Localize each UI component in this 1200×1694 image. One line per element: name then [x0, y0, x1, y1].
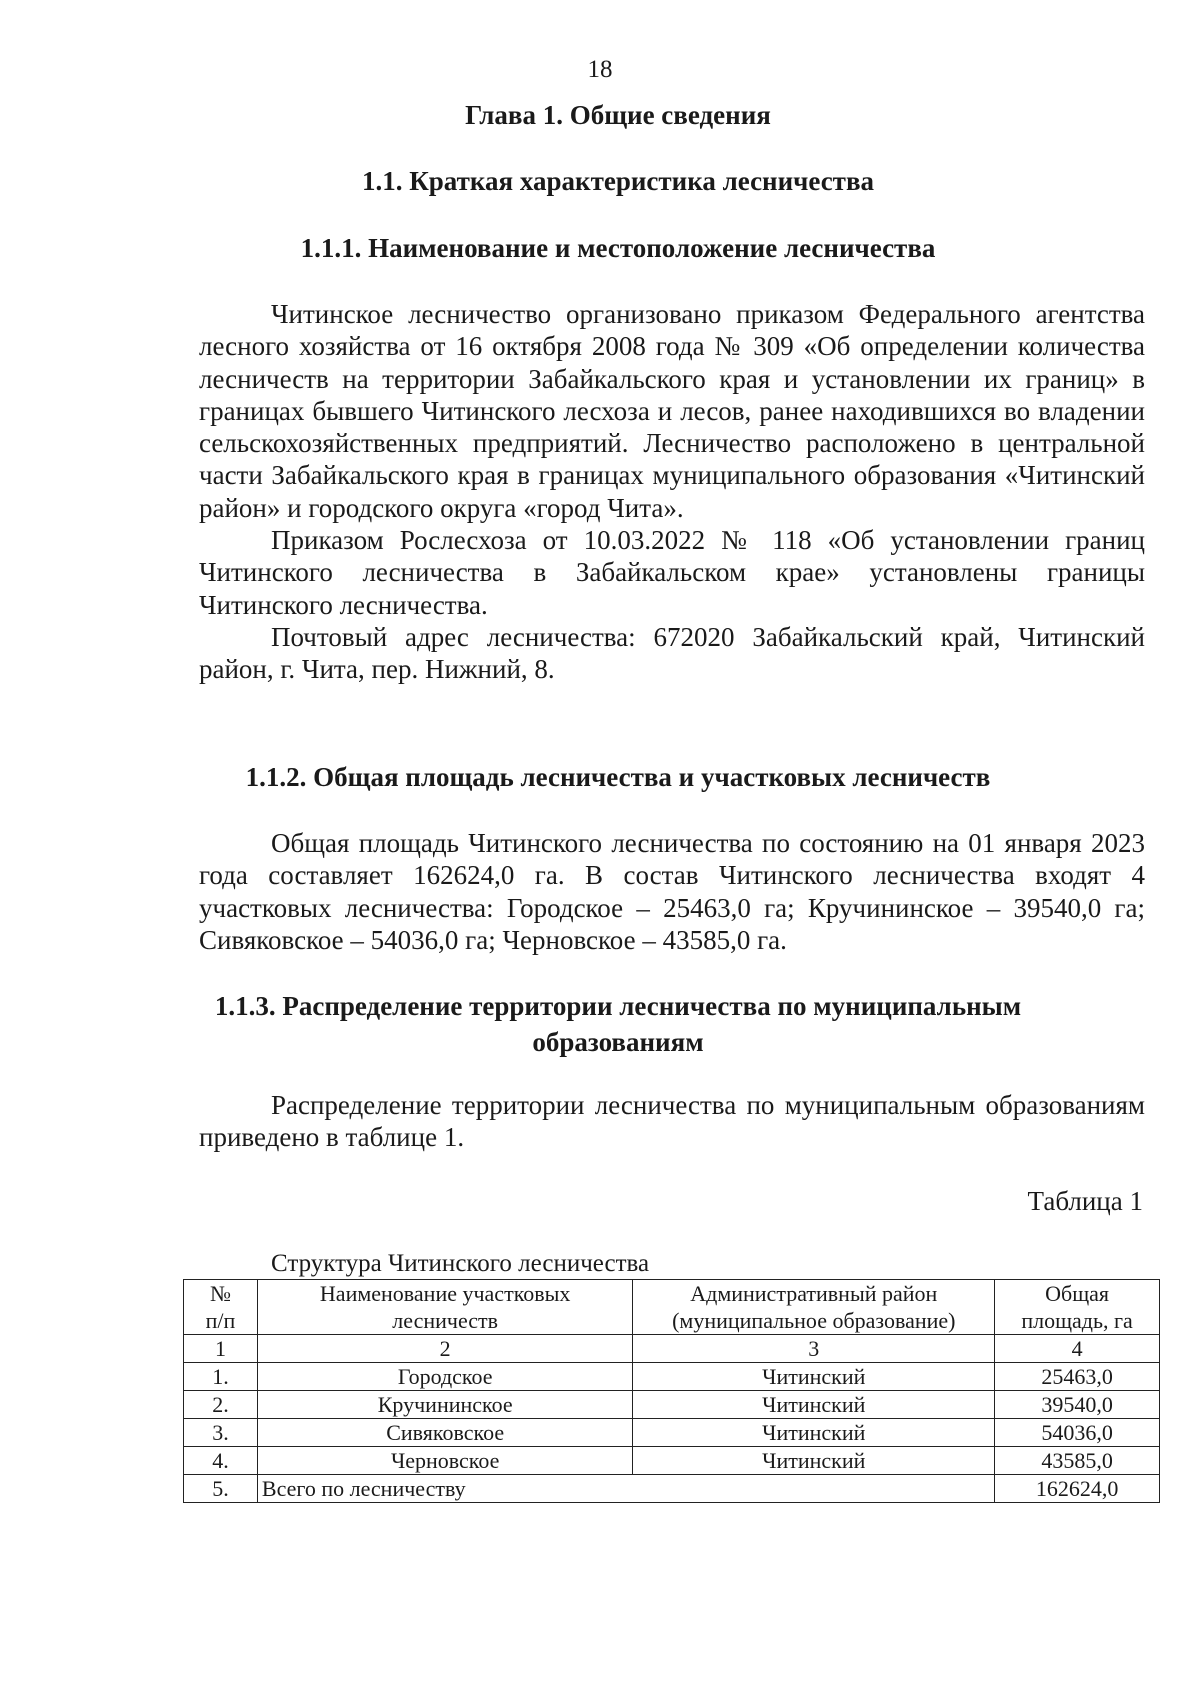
subsection-1-1-2-body — [199, 827, 1145, 956]
total-label: Всего по лесничеству — [257, 1475, 994, 1503]
row-district: Читинский — [633, 1363, 995, 1391]
row-number: 1. — [184, 1363, 258, 1391]
row-district: Читинский — [633, 1391, 995, 1419]
page-number: 18 — [587, 56, 613, 83]
row-area: 54036,0 — [995, 1419, 1160, 1447]
row-name: Городское — [257, 1363, 633, 1391]
table-title: Структура Читинского лесничества — [271, 1250, 650, 1277]
paragraph-boundaries-order: Приказом Рослесхоза от 10.03.2022 № 118 «Об установлении границ Читинского лесничества в Забайкальском крае» установлены границы Читинского лесничества. — [199, 525, 1145, 620]
subsection-1-1-3-title-line2: образованиям — [532, 1027, 704, 1057]
row-district: Читинский — [633, 1447, 995, 1475]
row-name: Сивяковское — [257, 1419, 633, 1447]
paragraph-distribution: Распределение территории лесничества по муниципальным образованиям приведено в таблице 1. — [199, 1090, 1145, 1153]
subsection-1-1-3-body — [199, 1089, 1145, 1154]
total-number: 5. — [184, 1475, 258, 1503]
paragraph-organization: Читинское лесничество организовано приказом Федерального агентства лесного хозяйства от 16 октября 2008 года № 309 «Об определении количества лесничеств на территории Забайкальского края и установлении их границ» в границах бывшего Читинского лесхоза и лесов, ранее находившихся во владении сельскохозяйственных предприятий. Лесничество расположено в центральной части Забайкальского края в границах муниципального образования «Читинский район» и городского округа «город Чита». — [199, 299, 1145, 523]
column-number: 1 — [184, 1335, 258, 1363]
subsection-1-1-3-title — [0, 988, 1200, 1060]
header-district: Административный район (муниципальное образование) — [633, 1280, 995, 1335]
header-name: Наименование участковых лесничеств — [257, 1280, 633, 1335]
table-label: Таблица 1 — [1027, 1186, 1143, 1216]
table-header-row — [184, 1280, 1160, 1335]
paragraph-total-area: Общая площадь Читинского лесничества по состоянию на 01 января 2023 года составляет 162624,0 га. В состав Читинского лесничества входят 4 участковых лесничества: Городское – 25463,0 га; Кручининское – 39540,0 га; Сивяковское – 54036,0 га; Черновское – 43585,0 га. — [199, 828, 1145, 955]
row-number: 4. — [184, 1447, 258, 1475]
table-row — [184, 1447, 1160, 1475]
row-district: Читинский — [633, 1419, 995, 1447]
header-number: № п/п — [184, 1280, 258, 1335]
subsection-1-1-1-title: 1.1.1. Наименование и местоположение лесничества — [300, 233, 936, 263]
header-area: Общая площадь, га — [995, 1280, 1160, 1335]
column-number-row — [184, 1335, 1160, 1363]
subsection-1-1-3-title-line1: 1.1.3. Распределение территории лесничества по муниципальным — [214, 991, 1022, 1021]
row-number: 3. — [184, 1419, 258, 1447]
row-area: 25463,0 — [995, 1363, 1160, 1391]
forestry-structure-table — [183, 1279, 1160, 1503]
table-row — [184, 1391, 1160, 1419]
subsection-1-1-1-body — [199, 298, 1145, 686]
section-title: 1.1. Краткая характеристика лесничества — [361, 166, 875, 196]
total-area: 162624,0 — [995, 1475, 1160, 1503]
row-area: 43585,0 — [995, 1447, 1160, 1475]
row-name: Черновское — [257, 1447, 633, 1475]
row-area: 39540,0 — [995, 1391, 1160, 1419]
column-number: 2 — [257, 1335, 633, 1363]
column-number: 4 — [995, 1335, 1160, 1363]
table-total-row — [184, 1475, 1160, 1503]
table-row — [184, 1363, 1160, 1391]
paragraph-postal-address: Почтовый адрес лесничества: 672020 Забайкальский край, Читинский район, г. Чита, пер. Нижний, 8. — [199, 621, 1145, 685]
row-name: Кручининское — [257, 1391, 633, 1419]
chapter-title: Глава 1. Общие сведения — [465, 100, 771, 130]
column-number: 3 — [633, 1335, 995, 1363]
row-number: 2. — [184, 1391, 258, 1419]
table-row — [184, 1419, 1160, 1447]
subsection-1-1-2-title: 1.1.2. Общая площадь лесничества и участковых лесничеств — [245, 762, 991, 792]
